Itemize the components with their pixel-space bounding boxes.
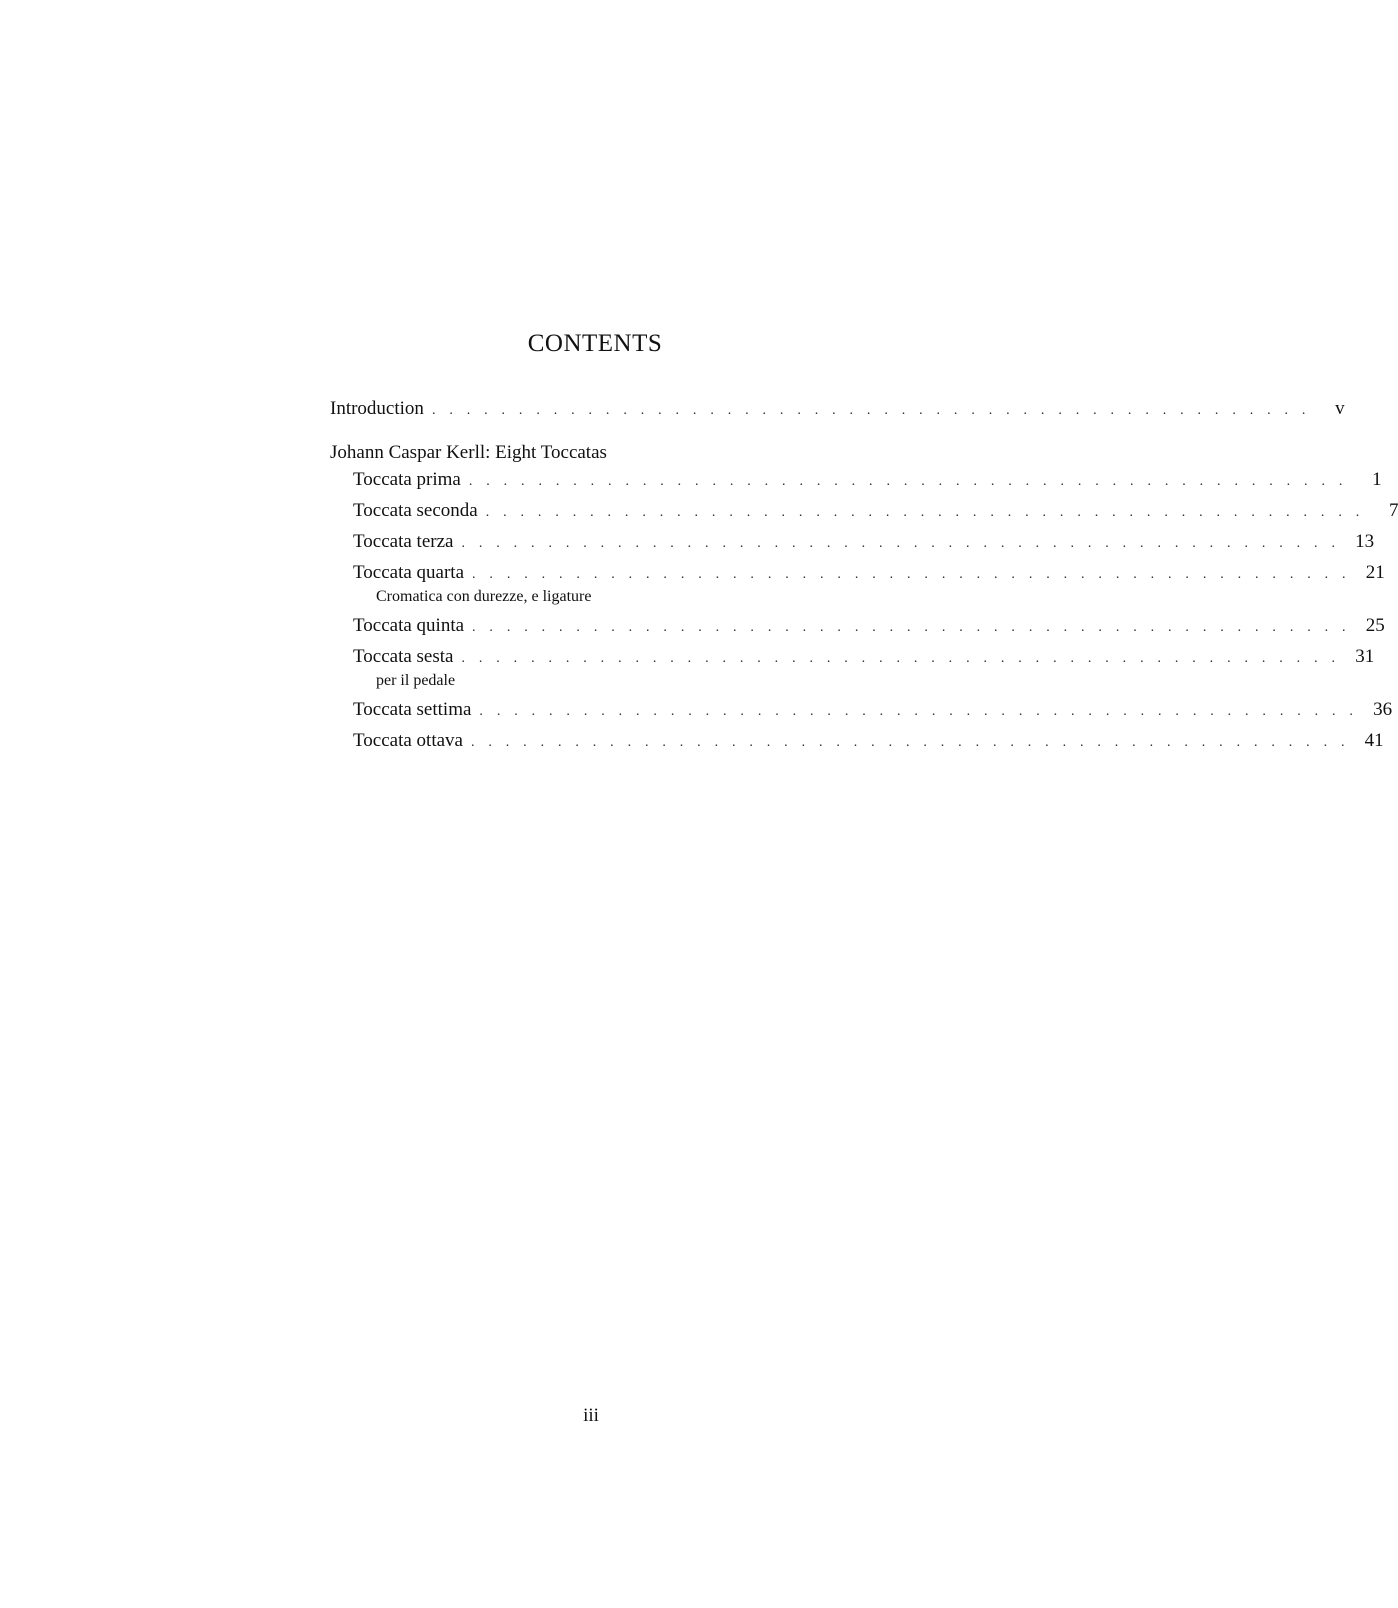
dot-leader: . . . . . . . . . . . . . . . . . . . . . . . . . . . . . . . . . . . . . . . . . . . . . . . . . . .: [485, 505, 1365, 520]
toc-entry-introduction[interactable]: [330, 398, 1345, 429]
toc-entry-label: Toccata seconda: [353, 500, 478, 521]
dot-leader: . . . . . . . . . . . . . . . . . . . . . . . . . . . . . . . . . . . . . . . . . . . . . . . . . . .: [472, 567, 1351, 582]
toc-entry-label: Toccata terza: [353, 531, 454, 552]
toc-entry[interactable]: [330, 615, 1385, 646]
toc-entry-subtitle: Cromatica con durezze, e ligature: [376, 588, 592, 605]
toc-entry-page: 21: [1365, 562, 1385, 583]
spacer: [330, 429, 850, 437]
toc-entry-label: Toccata sesta: [353, 646, 454, 667]
page-number: iii: [583, 1405, 599, 1426]
toc-entry[interactable]: [330, 531, 1375, 562]
section-heading: Johann Caspar Kerll: Eight Toccatas: [330, 442, 607, 463]
toc-entry-page: 1: [1372, 469, 1382, 490]
toc-entry-label: Toccata settima: [353, 699, 472, 720]
toc-entry-page: 36: [1373, 699, 1393, 720]
toc-entry-page: 13: [1355, 531, 1375, 552]
toc-entry[interactable]: [330, 730, 1384, 761]
dot-leader: . . . . . . . . . . . . . . . . . . . . . . . . . . . . . . . . . . . . . . . . . . . . . . . . . . .: [470, 735, 1350, 750]
toc-entry-label: Toccata prima: [353, 469, 461, 490]
toc-entry-label: Toccata quarta: [353, 562, 465, 583]
toc-entry-page: 7: [1388, 500, 1398, 521]
table-of-contents: [330, 398, 1398, 761]
toc-entry-page: 25: [1365, 615, 1385, 636]
toc-entry[interactable]: [330, 699, 1393, 730]
toc-entry[interactable]: [330, 469, 1382, 500]
toc-entry-page: 31: [1355, 646, 1375, 667]
page-title: CONTENTS: [527, 330, 663, 357]
toc-entry-label: Toccata ottava: [353, 730, 463, 751]
toc-entry[interactable]: [330, 500, 1398, 531]
toc-entry-page: 41: [1364, 730, 1384, 751]
toc-entry-label: Introduction: [330, 398, 424, 419]
toc-entry-label: Toccata quinta: [353, 615, 465, 636]
dot-leader: . . . . . . . . . . . . . . . . . . . . . . . . . . . . . . . . . . . . . . . . . . . . . . . . . . .: [461, 536, 1341, 551]
dot-leader: . . . . . . . . . . . . . . . . . . . . . . . . . . . . . . . . . . . . . . . . . . . . . . . . . . .: [479, 704, 1359, 719]
dot-leader: . . . . . . . . . . . . . . . . . . . . . . . . . . . . . . . . . . . . . . . . . . . . . . . . . . .: [461, 651, 1341, 666]
dot-leader: . . . . . . . . . . . . . . . . . . . . . . . . . . . . . . . . . . . . . . . . . . . . . . . . . . .: [468, 474, 1348, 489]
toc-entry-page: v: [1335, 398, 1345, 419]
dot-leader: . . . . . . . . . . . . . . . . . . . . . . . . . . . . . . . . . . . . . . . . . . . . . . . . . . .: [431, 403, 1311, 418]
dot-leader: . . . . . . . . . . . . . . . . . . . . . . . . . . . . . . . . . . . . . . . . . . . . . . . . . . .: [472, 620, 1351, 635]
toc-entry-subtitle: per il pedale: [376, 672, 456, 689]
